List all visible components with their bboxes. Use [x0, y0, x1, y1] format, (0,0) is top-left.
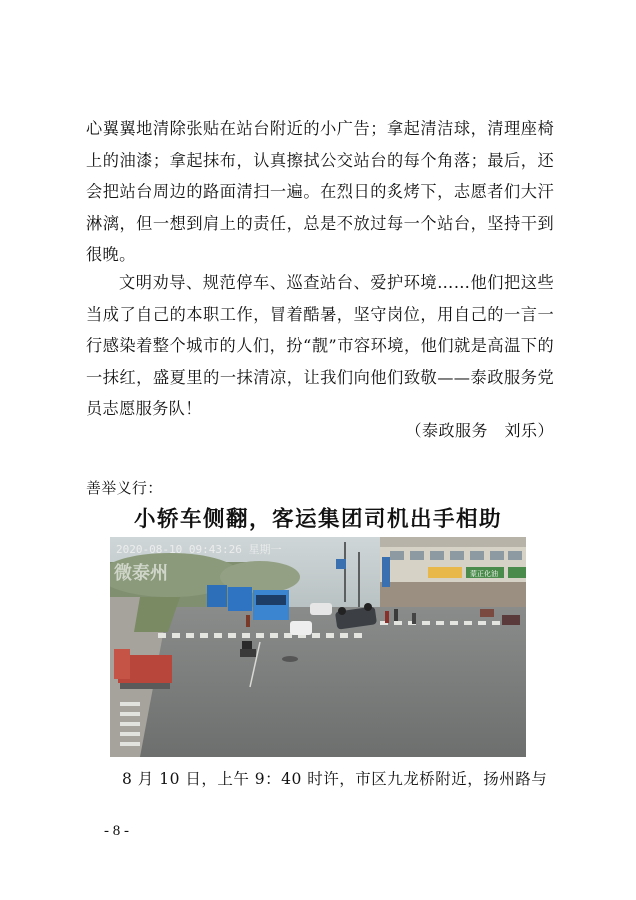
- photo-caption: 8 月 10 日，上午 9：40 时许，市区九龙桥附近，扬州路与: [122, 770, 548, 788]
- paragraph-1: 心翼翼地清除张贴在站台附近的小广告；拿起清洁球，清理座椅上的油漆；拿起抹布，认真擦拭公交站台的每个角落；最后，还会把站台周边的路面清扫一遍。在烈日的炙烤下，志愿者们大汗淋漓，但一想到肩上的责任，总是不放过每一个站台，坚持干到很晚。: [86, 119, 554, 264]
- shop-sign-text: 蒙正化油: [470, 570, 498, 578]
- paragraph-2: 文明劝导、规范停车、巡查站台、爱护环境……他们把这些当成了自己的本职工作，冒着酷暑，坚守岗位，用自己的一言一行感染着整个城市的人们，扮“靓”市容环境，他们就是高温下的一抹红，盛夏里的一抹清凉，让我们向他们致敬——泰政服务党员志愿服务队！: [86, 273, 554, 418]
- section-label: 善举义行：: [86, 479, 163, 497]
- timestamp-overlay: 2020-08-10 09:43:26 星期一: [116, 543, 282, 556]
- accident-photo: [110, 537, 526, 757]
- watermark-text: 微泰州: [114, 563, 168, 584]
- page-number: - 8 -: [104, 823, 129, 839]
- author-signature: （泰政服务 刘乐）: [405, 421, 554, 440]
- article-headline: 小轿车侧翻，客运集团司机出手相助: [133, 507, 502, 532]
